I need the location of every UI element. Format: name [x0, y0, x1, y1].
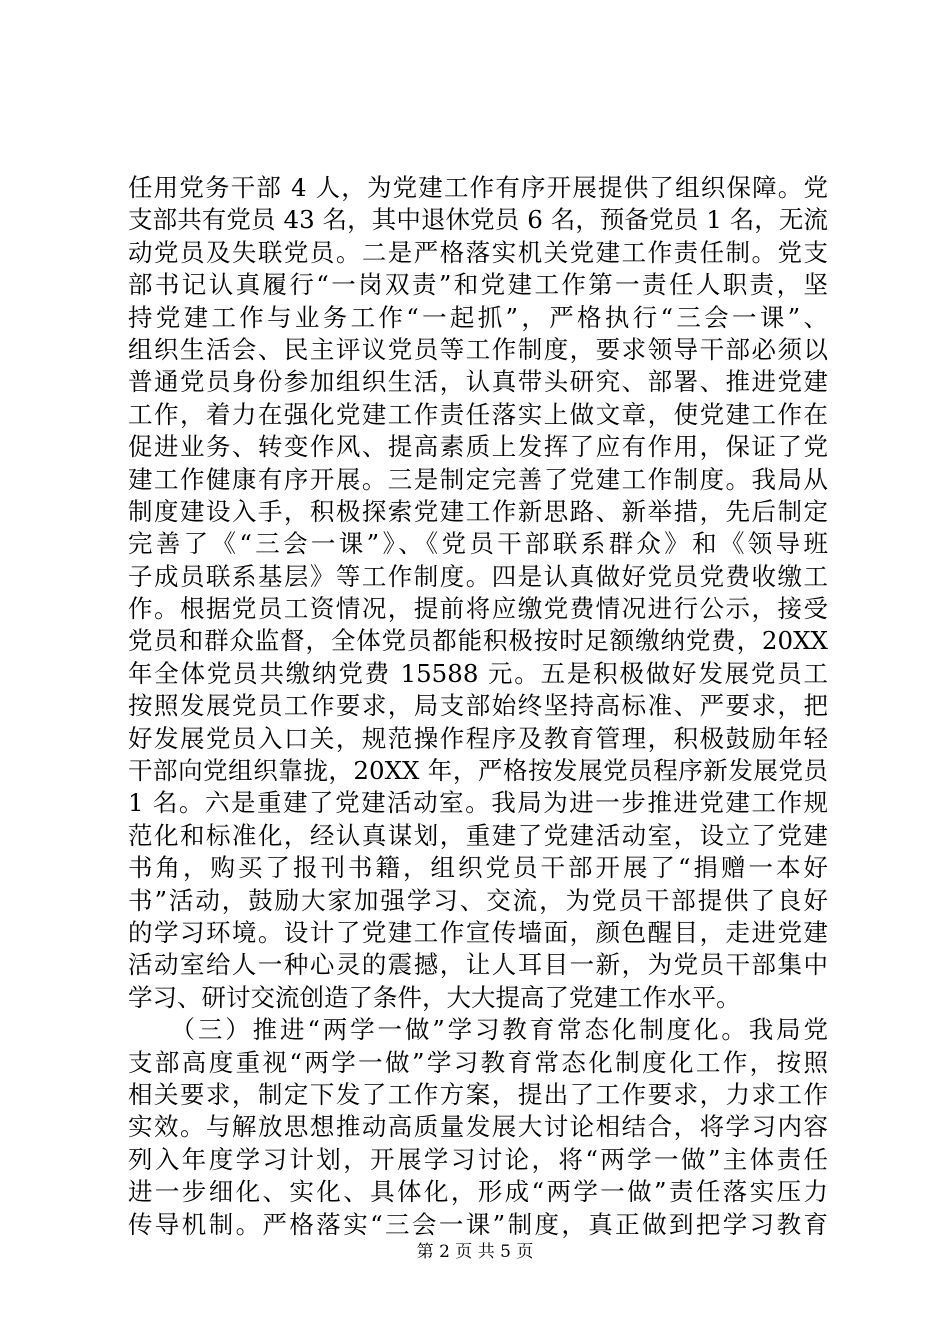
text-line: 好发展党员入口关，规范操作程序及教育管理，积极鼓励年轻 — [128, 723, 828, 753]
section-heading-line: （三）推进“两学一做”学习教育常态化制度化。我局党 — [128, 1015, 828, 1045]
text-line: 书”活动，鼓励大家加强学习、交流，为党员干部提供了良好 — [128, 885, 828, 915]
text-line: 工作，着力在强化党建工作责任落实上做文章，使党建工作在 — [128, 399, 828, 429]
text-line: 的学习环境。设计了党建工作宣传墙面，颜色醒目，走进党建 — [128, 917, 828, 947]
body-text — [128, 172, 828, 1241]
text-line: 支部高度重视“两学一做”学习教育常态化制度化工作，按照 — [128, 1047, 828, 1077]
text-line: 支部共有党员 43 名，其中退休党员 6 名，预备党员 1 名，无流 — [128, 205, 828, 235]
text-line: 活动室给人一种心灵的震撼，让人耳目一新，为党员干部集中 — [128, 950, 828, 980]
text-line: 传导机制。严格落实“三会一课”制度，真正做到把学习教育 — [128, 1209, 828, 1239]
text-line: 任用党务干部 4 人，为党建工作有序开展提供了组织保障。党 — [128, 173, 828, 202]
text-line: 子成员联系基层》等工作制度。四是认真做好党员党费收缴工 — [128, 561, 828, 591]
text-line: 实效。与解放思想推动高质量发展大讨论相结合，将学习内容 — [128, 1112, 828, 1142]
text-line: 按照发展党员工作要求，局支部始终坚持高标准、严要求，把 — [128, 691, 828, 721]
text-line: 动党员及失联党员。二是严格落实机关党建工作责任制。党支 — [128, 237, 828, 267]
text-line: 完善了《“三会一课”》、《党员干部联系群众》和《领导班 — [128, 529, 828, 559]
text-line: 部书记认真履行“一岗双责”和党建工作第一责任人职责，坚 — [128, 270, 828, 300]
text-line: 书角，购买了报刊书籍，组织党员干部开展了“捐赠一本好 — [128, 853, 828, 883]
text-line: 党员和群众监督，全体党员都能积极按时足额缴纳党费，20XX — [128, 626, 828, 656]
text-line: 1 名。六是重建了党建活动室。我局为进一步推进党建工作规 — [128, 788, 828, 818]
text-line: 列入年度学习计划，开展学习讨论，将“两学一做”主体责任 — [128, 1144, 828, 1174]
text-line: 持党建工作与业务工作“一起抓”，严格执行“三会一课”、 — [128, 302, 828, 332]
text-line: 相关要求，制定下发了工作方案，提出了工作要求，力求工作 — [128, 1079, 828, 1109]
page-number-footer: 第 2 页 共 5 页 — [416, 1242, 534, 1262]
text-line: 组织生活会、民主评议党员等工作制度，要求领导干部必须以 — [128, 334, 828, 364]
text-line: 进一步细化、实化、具体化，形成“两学一做”责任落实压力 — [128, 1177, 828, 1207]
text-line: 制度建设入手，积极探索党建工作新思路、新举措，先后制定 — [128, 496, 828, 526]
text-line: 促进业务、转变作风、提高素质上发挥了应有作用，保证了党 — [128, 432, 828, 462]
text-line: 作。根据党员工资情况，提前将应缴党费情况进行公示，接受 — [128, 594, 828, 624]
text-line: 普通党员身份参加组织生活，认真带头研究、部署、推进党建 — [128, 367, 828, 397]
text-line: 干部向党组织靠拢，20XX 年，严格按发展党员程序新发展党员 — [128, 756, 828, 786]
text-line: 学习、研讨交流创造了条件，大大提高了党建工作水平。 — [128, 982, 741, 1012]
text-line: 建工作健康有序开展。三是制定完善了党建工作制度。我局从 — [128, 464, 828, 494]
text-line: 年全体党员共缴纳党费 15588 元。五是积极做好发展党员工 — [128, 658, 828, 688]
text-line: 范化和标准化，经认真谋划，重建了党建活动室，设立了党建 — [128, 820, 828, 850]
